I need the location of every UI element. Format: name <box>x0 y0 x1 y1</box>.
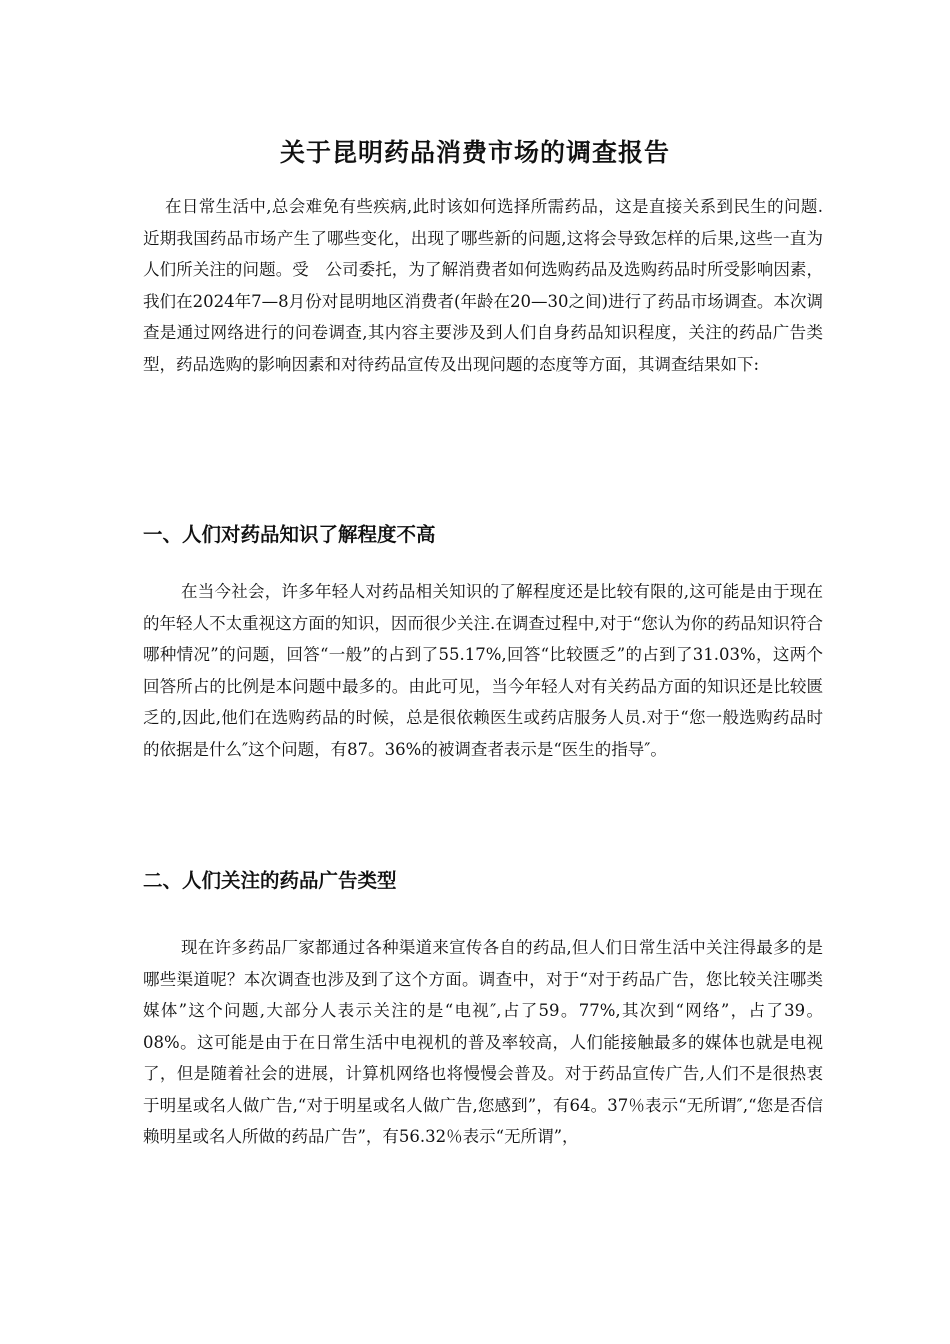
section-heading-1: 一、人们对药品知识了解程度不高 <box>143 523 436 546</box>
intro-paragraph: 在日常生活中,总会难免有些疾病,此时该如何选择所需药品，这是直接关系到民生的问题.近期我国药品市场产生了哪些变化，出现了哪些新的问题,这将会导致怎样的后果,这些一直为人们所关注的问题。受 公司委托，为了解消费者如何选购药品及选购药品时所受影响因素，我们在2024年7—8月份对昆明地区消费者(年龄在20—30之间)进行了药品市场调查。本次调查是通过网络进行的问卷调查,其内容主要涉及到人们自身药品知识程度，关注的药品广告类型，药品选购的影响因素和对待药品宣传及出现问题的态度等方面，其调查结果如下: <box>143 197 823 374</box>
section-heading-2: 二、人们关注的药品广告类型 <box>143 869 397 892</box>
section-2-paragraph: 现在许多药品厂家都通过各种渠道来宣传各自的药品,但人们日常生活中关注得最多的是哪些渠道呢？本次调查也涉及到了这个方面。调查中，对于“对于药品广告，您比较关注哪类媒体”这个问题,大部分人表示关注的是“电视″,占了59。77%,其次到“网络”，占了39。08%。这可能是由于在日常生活中电视机的普及率较高，人们能接触最多的媒体也就是电视了，但是随着社会的进展，计算机网络也将慢慢会普及。对于药品宣传广告,人们不是很热衷于明星或名人做广告,“对于明星或名人做广告,您感到”，有64。37％表示“无所谓″,“您是否信赖明星或名人所做的药品广告”，有56.32％表示“无所谓”， <box>143 938 823 1146</box>
section-1-paragraph: 在当今社会，许多年轻人对药品相关知识的了解程度还是比较有限的,这可能是由于现在的年轻人不太重视这方面的知识，因而很少关注.在调查过程中,对于“您认为你的药品知识符合哪种情况”的问题，回答“一般”的占到了55.17%,回答“比较匮乏”的占到了31.03%，这两个回答所占的比例是本问题中最多的。由此可见，当今年轻人对有关药品方面的知识还是比较匮乏的,因此,他们在选购药品的时候，总是很依赖医生或药店服务人员.对于“您一般选购药品时的依据是什么″这个问题，有87。36%的被调查者表示是“医生的指导″。 <box>143 582 823 759</box>
document-title: 关于昆明药品消费市场的调查报告 <box>279 138 670 167</box>
